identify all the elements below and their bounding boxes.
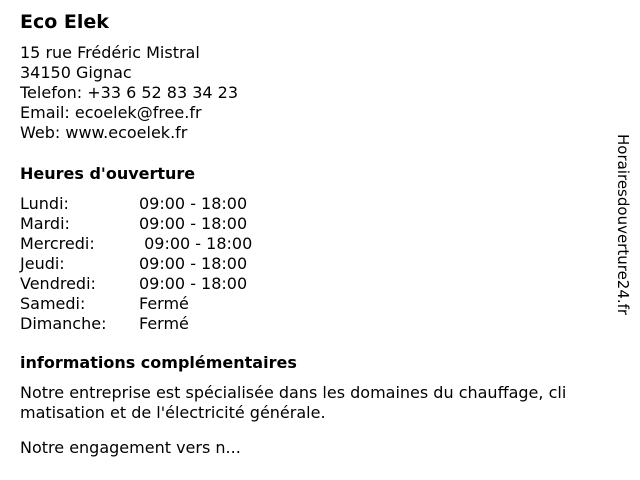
hours-time: Fermé xyxy=(139,294,189,313)
website: Web: www.ecoelek.fr xyxy=(20,123,188,142)
hours-time: 09:00 - 18:00 xyxy=(139,234,253,253)
hours-row-sunday xyxy=(20,314,280,334)
address-street: 15 rue Frédéric Mistral xyxy=(20,43,200,62)
description-line: Notre entreprise est spécialisée dans les domaines du chauffage, cli xyxy=(20,383,567,402)
hours-row-tuesday xyxy=(20,214,280,234)
hours-row-saturday xyxy=(20,294,280,314)
email-address: Email: ecoelek@free.fr xyxy=(20,103,202,122)
hours-row-monday xyxy=(20,194,280,214)
hours-time: Fermé xyxy=(139,314,189,333)
description-line: matisation et de l'électricité générale. xyxy=(20,403,326,422)
hours-time: 09:00 - 18:00 xyxy=(139,274,248,293)
hours-row-wednesday xyxy=(20,234,280,254)
hours-row-thursday xyxy=(20,254,280,274)
address-city: 34150 Gignac xyxy=(20,63,132,82)
hours-day: Lundi: xyxy=(20,194,69,213)
contact-block xyxy=(20,43,238,143)
hours-day: Dimanche: xyxy=(20,314,107,333)
description-teaser: Notre engagement vers n... xyxy=(20,438,241,457)
hours-day: Samedi: xyxy=(20,294,86,313)
hours-day: Jeudi: xyxy=(20,254,65,273)
site-watermark: Horairesdouverture24.fr xyxy=(614,134,632,316)
hours-heading: Heures d'ouverture xyxy=(20,164,196,183)
hours-day: Mercredi: xyxy=(20,234,95,253)
hours-table xyxy=(20,194,280,334)
hours-day: Mardi: xyxy=(20,214,70,233)
description xyxy=(20,383,620,423)
hours-time: 09:00 - 18:00 xyxy=(139,194,248,213)
hours-time: 09:00 - 18:00 xyxy=(139,214,248,233)
hours-time: 09:00 - 18:00 xyxy=(139,254,248,273)
business-name: Eco Elek xyxy=(20,11,109,33)
hours-day: Vendredi: xyxy=(20,274,96,293)
info-heading: informations complémentaires xyxy=(20,353,297,372)
hours-row-friday xyxy=(20,274,280,294)
phone-number: Telefon: +33 6 52 83 34 23 xyxy=(20,83,239,102)
